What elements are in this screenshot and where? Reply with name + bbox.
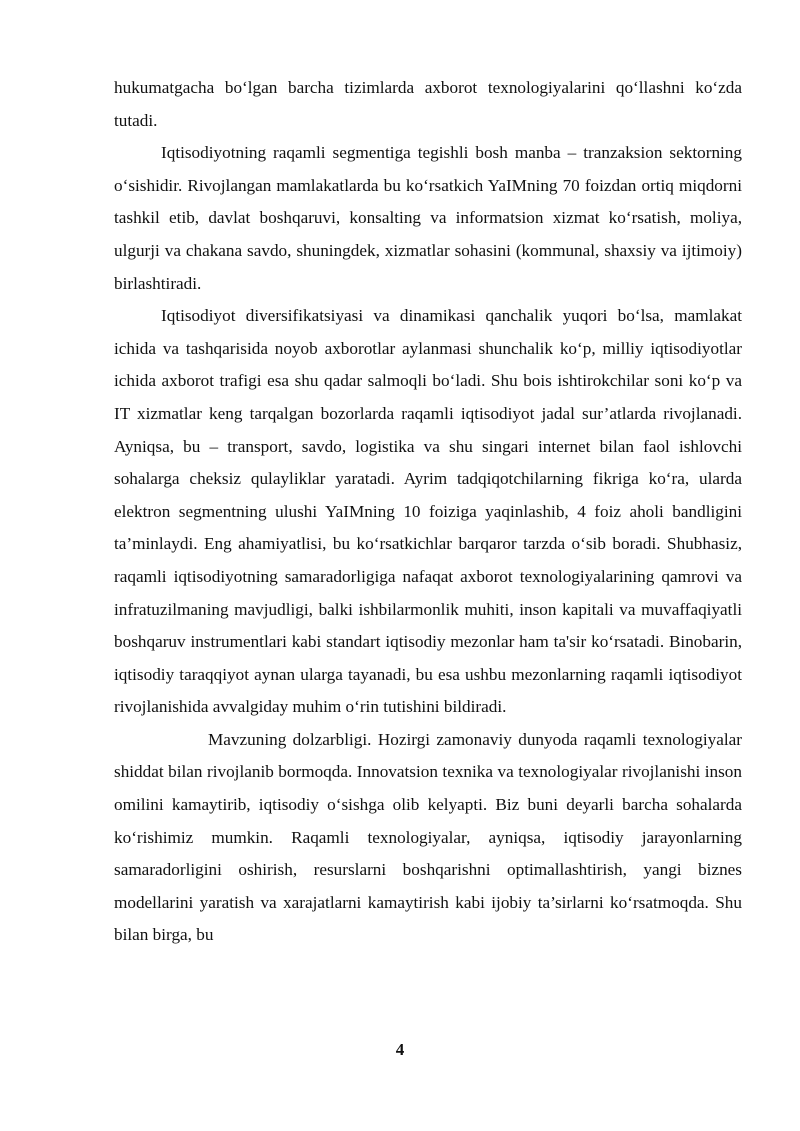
paragraph-diversification: Iqtisodiyot diversifikatsiyasi va dinamikasi qanchalik yuqori bo‘lsa, mamlakat ichida va tashqarisida noyob axborotlar aylanmasi shunchalik ko‘p, milliy iqtisodiyotlar ichida axborot trafigi esa shu qadar salmoqli bo‘ladi. Shu bois ishtirokchilar soni ko‘p va IT xizmatlar keng tarqalgan bozorlarda raqamli iqtisodiyot jadal sur’atlarda rivojlanadi. Ayniqsa, bu – transport, savdo, logistika va shu singari internet bilan faol ishlovchi sohalarga cheksiz qulayliklar yaratadi. Ayrim tadqiqotchilarning fikriga ko‘ra, ularda elektron segmentning ulushi YaIMning 10 foiziga yaqinlashib, 4 foiz aholi bandligini ta’minlaydi. Eng ahamiyatlisi, bu ko‘rsatkichlar barqaror tarzda o‘sib boradi. Shubhasiz, raqamli iqtisodiyotning samaradorligiga nafaqat axborot texnologiyalarining qamrovi va infratuzilmaning mavjudligi, balki ishbilarmonlik muhiti, inson kapitali va muvaffaqiyatli boshqaruv instrumentlari kabi standart iqtisodiy mezonlar ham ta'sir ko‘rsatadi. Binobarin, iqtisodiy taraqqiyot aynan ularga tayanadi, bu esa ushbu mezonlarning raqamli iqtisodiyot rivojlanishida avvalgiday muhim o‘rin tutishini bildiradi. (114, 306, 742, 717)
document-body (114, 72, 742, 952)
paragraph-relevance: Mavzuning dolzarbligi. Hozirgi zamonaviy dunyoda raqamli texnologiyalar shiddat bilan rivojlanib bormoqda. Innovatsion texnika va texnologiyalar rivojlanishi inson omilini kamaytirib, iqtisodiy o‘sishga olib kelyapti. Biz buni deyarli barcha sohalarda ko‘rishimiz mumkin. Raqamli texnologiyalar, ayniqsa, iqtisodiy jarayonlarning samaradorligini oshirish, resurslarni boshqarishni optimallashtirish, yangi biznes modellarini yaratish va xarajatlarni kamaytirish kabi ijobiy ta’sirlarni ko‘rsatmoqda. Shu bilan birga, bu (114, 729, 742, 945)
paragraph-continuation: hukumatgacha bo‘lgan barcha tizimlarda axborot texnologiyalarini qo‘llashni ko‘zda tutadi. (114, 78, 742, 130)
paragraph-transaction-sector: Iqtisodiyotning raqamli segmentiga tegishli bosh manba – tranzaksion sektorning o‘sishidir. Rivojlangan mamlakatlarda bu ko‘rsatkich YaIMning 70 foizdan ortiq miqdorni tashkil etib, davlat boshqaruvi, konsalting va informatsion xizmat ko‘rsatish, moliya, ulgurji va chakana savdo, shuningdek, xizmatlar sohasini (kommunal, shaxsiy va ijtimoiy) birlashtiradi. (114, 143, 742, 293)
page-number: 4 (395, 1040, 405, 1059)
